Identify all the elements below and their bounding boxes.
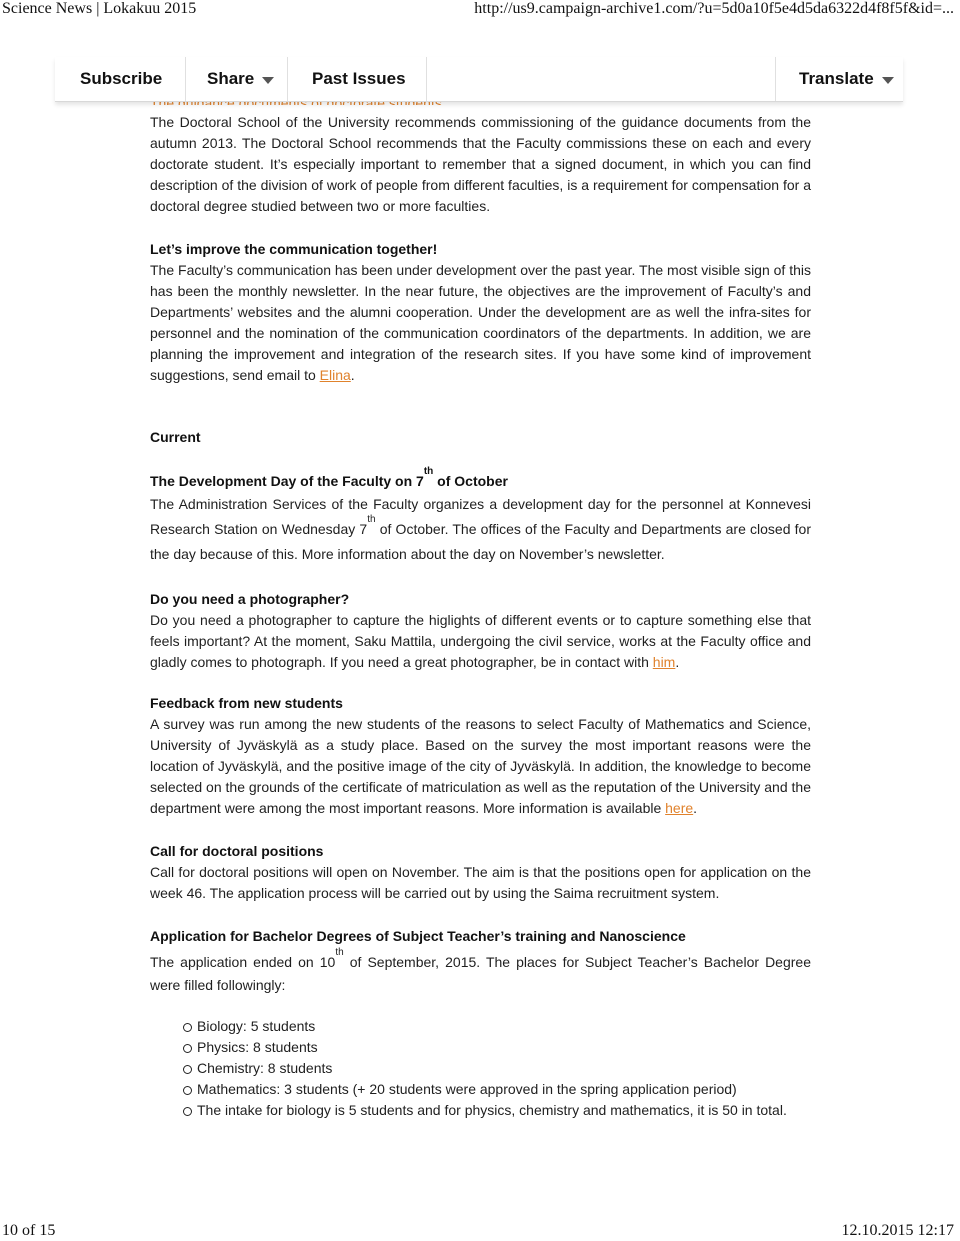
share-button[interactable] xyxy=(207,57,274,101)
development-day-heading xyxy=(150,466,811,492)
bachelor-application-heading: Application for Bachelor Degrees of Subject Teacher’s training and Nanoscience xyxy=(150,928,686,944)
nav-divider xyxy=(426,57,427,101)
photographer-contact-link[interactable]: him xyxy=(652,654,676,670)
past-issues-button[interactable] xyxy=(312,57,406,101)
photographer-heading: Do you need a photographer? xyxy=(150,591,350,607)
share-label: Share xyxy=(207,69,255,88)
current-section-heading: Current xyxy=(150,429,201,445)
photographer-text: Do you need a photographer to capture the higlights of different events or to capture something else that feels important? At the moment, Saku Mattila, undergoing the civil service, works at the Faculty office and gladly comes to photograph. If you need a great photographer, be in contact with xyxy=(150,612,811,670)
photographer-paragraph xyxy=(150,610,811,673)
punctuation: . xyxy=(693,800,698,816)
ordinal-suffix: th xyxy=(423,466,434,478)
ordinal-suffix: th xyxy=(335,947,344,959)
translate-button[interactable] xyxy=(799,57,894,101)
nav-divider xyxy=(775,57,776,101)
doctoral-positions-heading: Call for doctoral positions xyxy=(150,843,324,859)
print-page-url: http://us9.campaign-archive1.com/?u=5d0a10f5e4d5da6322d4f8f5f&id=... xyxy=(474,0,954,17)
list-item: Biology: 5 students xyxy=(183,1016,811,1037)
past-issues-label: Past Issues xyxy=(312,69,406,88)
nav-divider xyxy=(185,57,186,101)
bachelor-application-text: The application ended on 10 xyxy=(150,954,336,970)
print-footer xyxy=(0,1222,960,1241)
elina-email-link[interactable]: Elina xyxy=(319,367,351,383)
communication-text: The Faculty’s communication has been under development over the past year. The most visible sign of this has been the monthly newsletter. In the near future, the objectives are the improvement of Faculty’s and Departments’ websites and the alumni cooperation. Under the development are as well the infra-sites for personnel and the nomination of the communication coordinators of the departments. In addition, we are planning the improvement and integration of the research sites. If you have some kind of improvement suggestions, send email to xyxy=(150,262,811,383)
development-day-text: The Administration Services of the Faculty organizes a development day for the personnel at Konnevesi Research Station on Wednesday 7 xyxy=(150,496,811,537)
list-item: Mathematics: 3 students (+ 20 students were approved in the spring application period) xyxy=(183,1079,811,1100)
newsletter-content xyxy=(150,112,811,1121)
bachelor-application-text-tail: of September, 2015. The places for Subject Teacher’s Bachelor Degree were filled followingly: xyxy=(150,954,811,993)
chevron-down-icon xyxy=(882,77,894,84)
doctoral-school-paragraph: The Doctoral School of the University recommends commissioning of the guidance documents from the autumn 2013. The Doctoral School recommends that the Faculty commissions these on each and every doctorate student. It’s especially important to remember that a signed document, in which you can find description of the division of work of people from different faculties, is a requirement for compensation for a doctoral degree studied between two or more faculties. xyxy=(150,114,811,214)
doctoral-positions-paragraph: Call for doctoral positions will open on November. The aim is that the positions open for application on the week 46. The application process will be carried out by using the Saima recruitment system. xyxy=(150,864,811,901)
print-page-number: 10 of 15 xyxy=(2,1222,56,1239)
intake-list xyxy=(183,1016,811,1121)
development-day-paragraph xyxy=(150,492,811,567)
development-day-text-tail: of October. The offices of the Faculty and Departments are closed for the day because of this. More information about the day on November’s newsletter. xyxy=(150,521,811,562)
feedback-more-info-link[interactable]: here xyxy=(665,800,694,816)
print-page-title: Science News | Lokakuu 2015 xyxy=(2,0,197,17)
translate-label: Translate xyxy=(799,69,874,88)
development-day-heading-text: The Development Day of the Faculty on 7 xyxy=(150,473,424,489)
print-datetime: 12.10.2015 12:17 xyxy=(841,1222,954,1239)
punctuation: . xyxy=(350,367,355,383)
development-day-heading-tail: of October xyxy=(433,473,508,489)
campaign-navbar xyxy=(55,57,903,102)
list-item: Physics: 8 students xyxy=(183,1037,811,1058)
communication-heading: Let’s improve the communication together! xyxy=(150,241,438,257)
list-item: The intake for biology is 5 students and for physics, chemistry and mathematics, it is 50 in total. xyxy=(183,1100,811,1121)
nav-divider xyxy=(287,57,288,101)
feedback-heading: Feedback from new students xyxy=(150,695,343,711)
communication-paragraph xyxy=(150,260,811,386)
ordinal-suffix: th xyxy=(367,514,376,526)
chevron-down-icon xyxy=(262,77,274,84)
feedback-paragraph xyxy=(150,714,811,819)
subscribe-label: Subscribe xyxy=(80,69,163,88)
print-header xyxy=(0,0,960,24)
bachelor-application-paragraph xyxy=(150,947,811,997)
feedback-text: A survey was run among the new students of the reasons to select Faculty of Mathematics and Science, University of Jyväskylä as a study place. Based on the survey the most important reasons were the location of Jyväskylä, and the positive image of the city of Jyväskylä. In addition, the knowledge to become selected on the grounds of the certificate of matriculation as well as the reputation of the University and the department were among the most important reasons. More information is available xyxy=(150,716,811,816)
punctuation: . xyxy=(675,654,680,670)
subscribe-button[interactable] xyxy=(80,57,162,101)
list-item: Chemistry: 8 students xyxy=(183,1058,811,1079)
